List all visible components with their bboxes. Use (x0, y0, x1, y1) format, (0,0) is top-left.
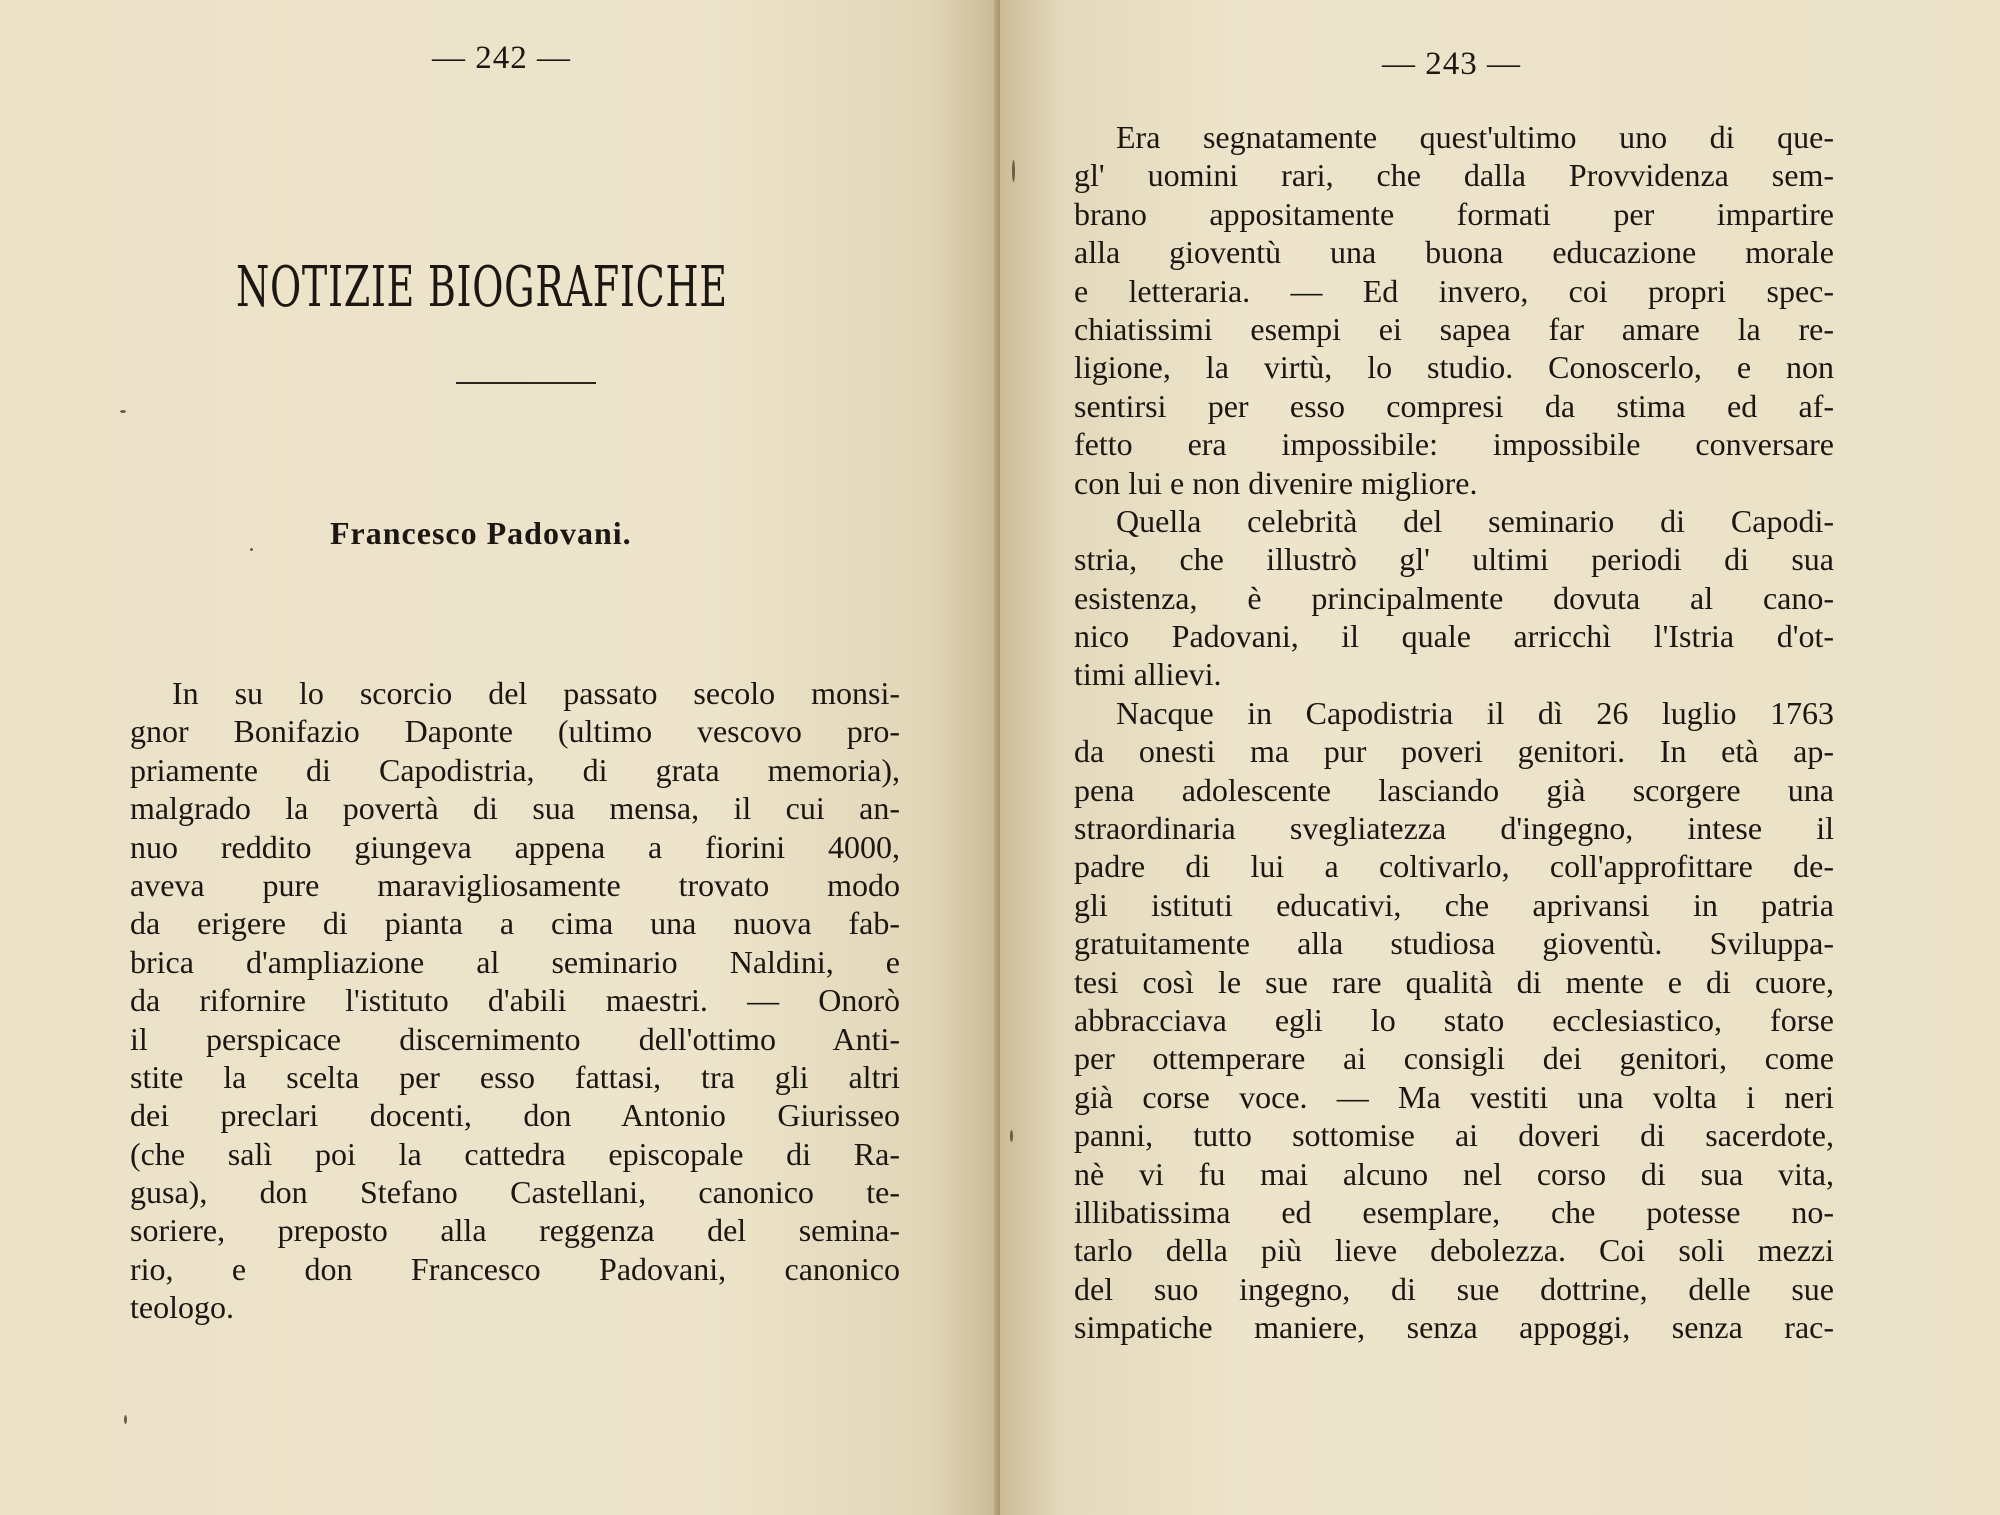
text-line: gratuitamente alla studiosa gioventù. Sviluppa- (1074, 925, 1834, 962)
text-line: gnor Bonifazio Daponte (ultimo vescovo pro- (130, 713, 900, 750)
text-line: dei preclari docenti, don Antonio Giurisseo (130, 1097, 900, 1134)
text-line: abbracciava egli lo stato ecclesiastico, forse (1074, 1001, 1834, 1038)
text-line: nè vi fu mai alcuno nel corso di sua vita, (1074, 1155, 1834, 1192)
text-line: tarlo della più lieve debolezza. Coi soli mezzi (1074, 1232, 1834, 1269)
paper-speck (120, 410, 126, 413)
page-number-left: — 242 — (432, 40, 571, 76)
text-line: soriere, preposto alla reggenza del semina- (130, 1212, 900, 1249)
text-line: illibatissima ed esemplare, che potesse no- (1074, 1193, 1834, 1230)
text-line: del suo ingegno, di sue dottrine, delle sue (1074, 1270, 1834, 1307)
text-line: gli istituti educativi, che aprivansi in patria (1074, 886, 1834, 923)
text-line: padre di lui a coltivarlo, coll'approfittare de- (1074, 848, 1834, 885)
text-line: e letteraria. — Ed invero, coi propri spec- (1074, 272, 1834, 309)
left-body-text (130, 674, 900, 1327)
text-line: da rifornire l'istituto d'abili maestri. — Onorò (130, 982, 900, 1019)
text-line: gusa), don Stefano Castellani, canonico te- (130, 1174, 900, 1211)
text-line: priamente di Capodistria, di grata memoria), (130, 751, 900, 788)
paper-speck (1012, 160, 1015, 182)
paper-speck (1010, 1130, 1013, 1142)
text-line: ligione, la virtù, lo studio. Conoscerlo, e non (1074, 349, 1834, 386)
right-page (1000, 0, 2000, 1515)
right-body-text (1074, 118, 1834, 1347)
text-line: teologo. (130, 1289, 234, 1326)
text-line: il perspicace discernimento dell'ottimo Anti- (130, 1020, 900, 1057)
text-line: brano appositamente formati per impartire (1074, 195, 1834, 232)
text-line: Era segnatamente quest'ultimo uno di que- (1116, 119, 1834, 155)
text-line: In su lo scorcio del passato secolo monsi- (172, 675, 900, 711)
text-line: pena adolescente lasciando già scorgere una (1074, 771, 1834, 808)
text-line: sentirsi per esso compresi da stima ed af- (1074, 387, 1834, 424)
text-line: nuo reddito giungeva appena a fiorini 4000, (130, 828, 900, 865)
text-line: gl' uomini rari, che dalla Provvidenza sem- (1074, 157, 1834, 194)
text-line: già corse voce. — Ma vestiti una volta i neri (1074, 1078, 1834, 1115)
text-line: straordinaria svegliatezza d'ingegno, intese il (1074, 810, 1834, 847)
text-line: brica d'ampliazione al seminario Naldini, e (130, 943, 900, 980)
text-line: (che salì poi la cattedra episcopale di Ra- (130, 1135, 900, 1172)
text-line: Nacque in Capodistria il dì 26 luglio 1763 (1116, 694, 1834, 731)
text-line: malgrado la povertà di sua mensa, il cui an- (130, 790, 900, 827)
text-line: per ottemperare ai consigli dei genitori, come (1074, 1040, 1834, 1077)
title-divider (456, 382, 596, 384)
page-title: NOTIZIE BIOGRAFICHE (236, 255, 728, 320)
text-line: esistenza, è principalmente dovuta al cano- (1074, 579, 1834, 616)
text-line: stria, che illustrò gl' ultimi periodi di sua (1074, 541, 1834, 578)
text-line: fetto era impossibile: impossibile conversare (1074, 426, 1834, 463)
text-line: aveva pure maravigliosamente trovato modo (130, 866, 900, 903)
paper-speck (250, 548, 253, 551)
text-line: Quella celebrità del seminario di Capodi- (1116, 502, 1834, 539)
text-line: alla gioventù una buona educazione morale (1074, 234, 1834, 271)
page-number-right: — 243 — (1382, 46, 1521, 82)
text-line: tesi così le sue rare qualità di mente e di cuore, (1074, 963, 1834, 1000)
text-line: stite la scelta per esso fattasi, tra gli altri (130, 1058, 900, 1095)
text-line: da onesti ma pur poveri genitori. In età ap- (1074, 733, 1834, 770)
text-line: nico Padovani, il quale arricchì l'Istria d'ot- (1074, 618, 1834, 655)
text-line: chiatissimi esempi ei sapea far amare la re- (1074, 310, 1834, 347)
text-line: rio, e don Francesco Padovani, canonico (130, 1250, 900, 1287)
text-line: simpatiche maniere, senza appoggi, senza rac- (1074, 1309, 1834, 1346)
text-line: panni, tutto sottomise ai doveri di sacerdote, (1074, 1117, 1834, 1154)
text-line: timi allievi. (1074, 656, 1222, 693)
text-line: con lui e non divenire migliore. (1074, 464, 1478, 501)
section-heading: Francesco Padovani. (330, 515, 632, 551)
paper-speck (124, 1415, 127, 1424)
text-line: da erigere di pianta a cima una nuova fab- (130, 905, 900, 942)
